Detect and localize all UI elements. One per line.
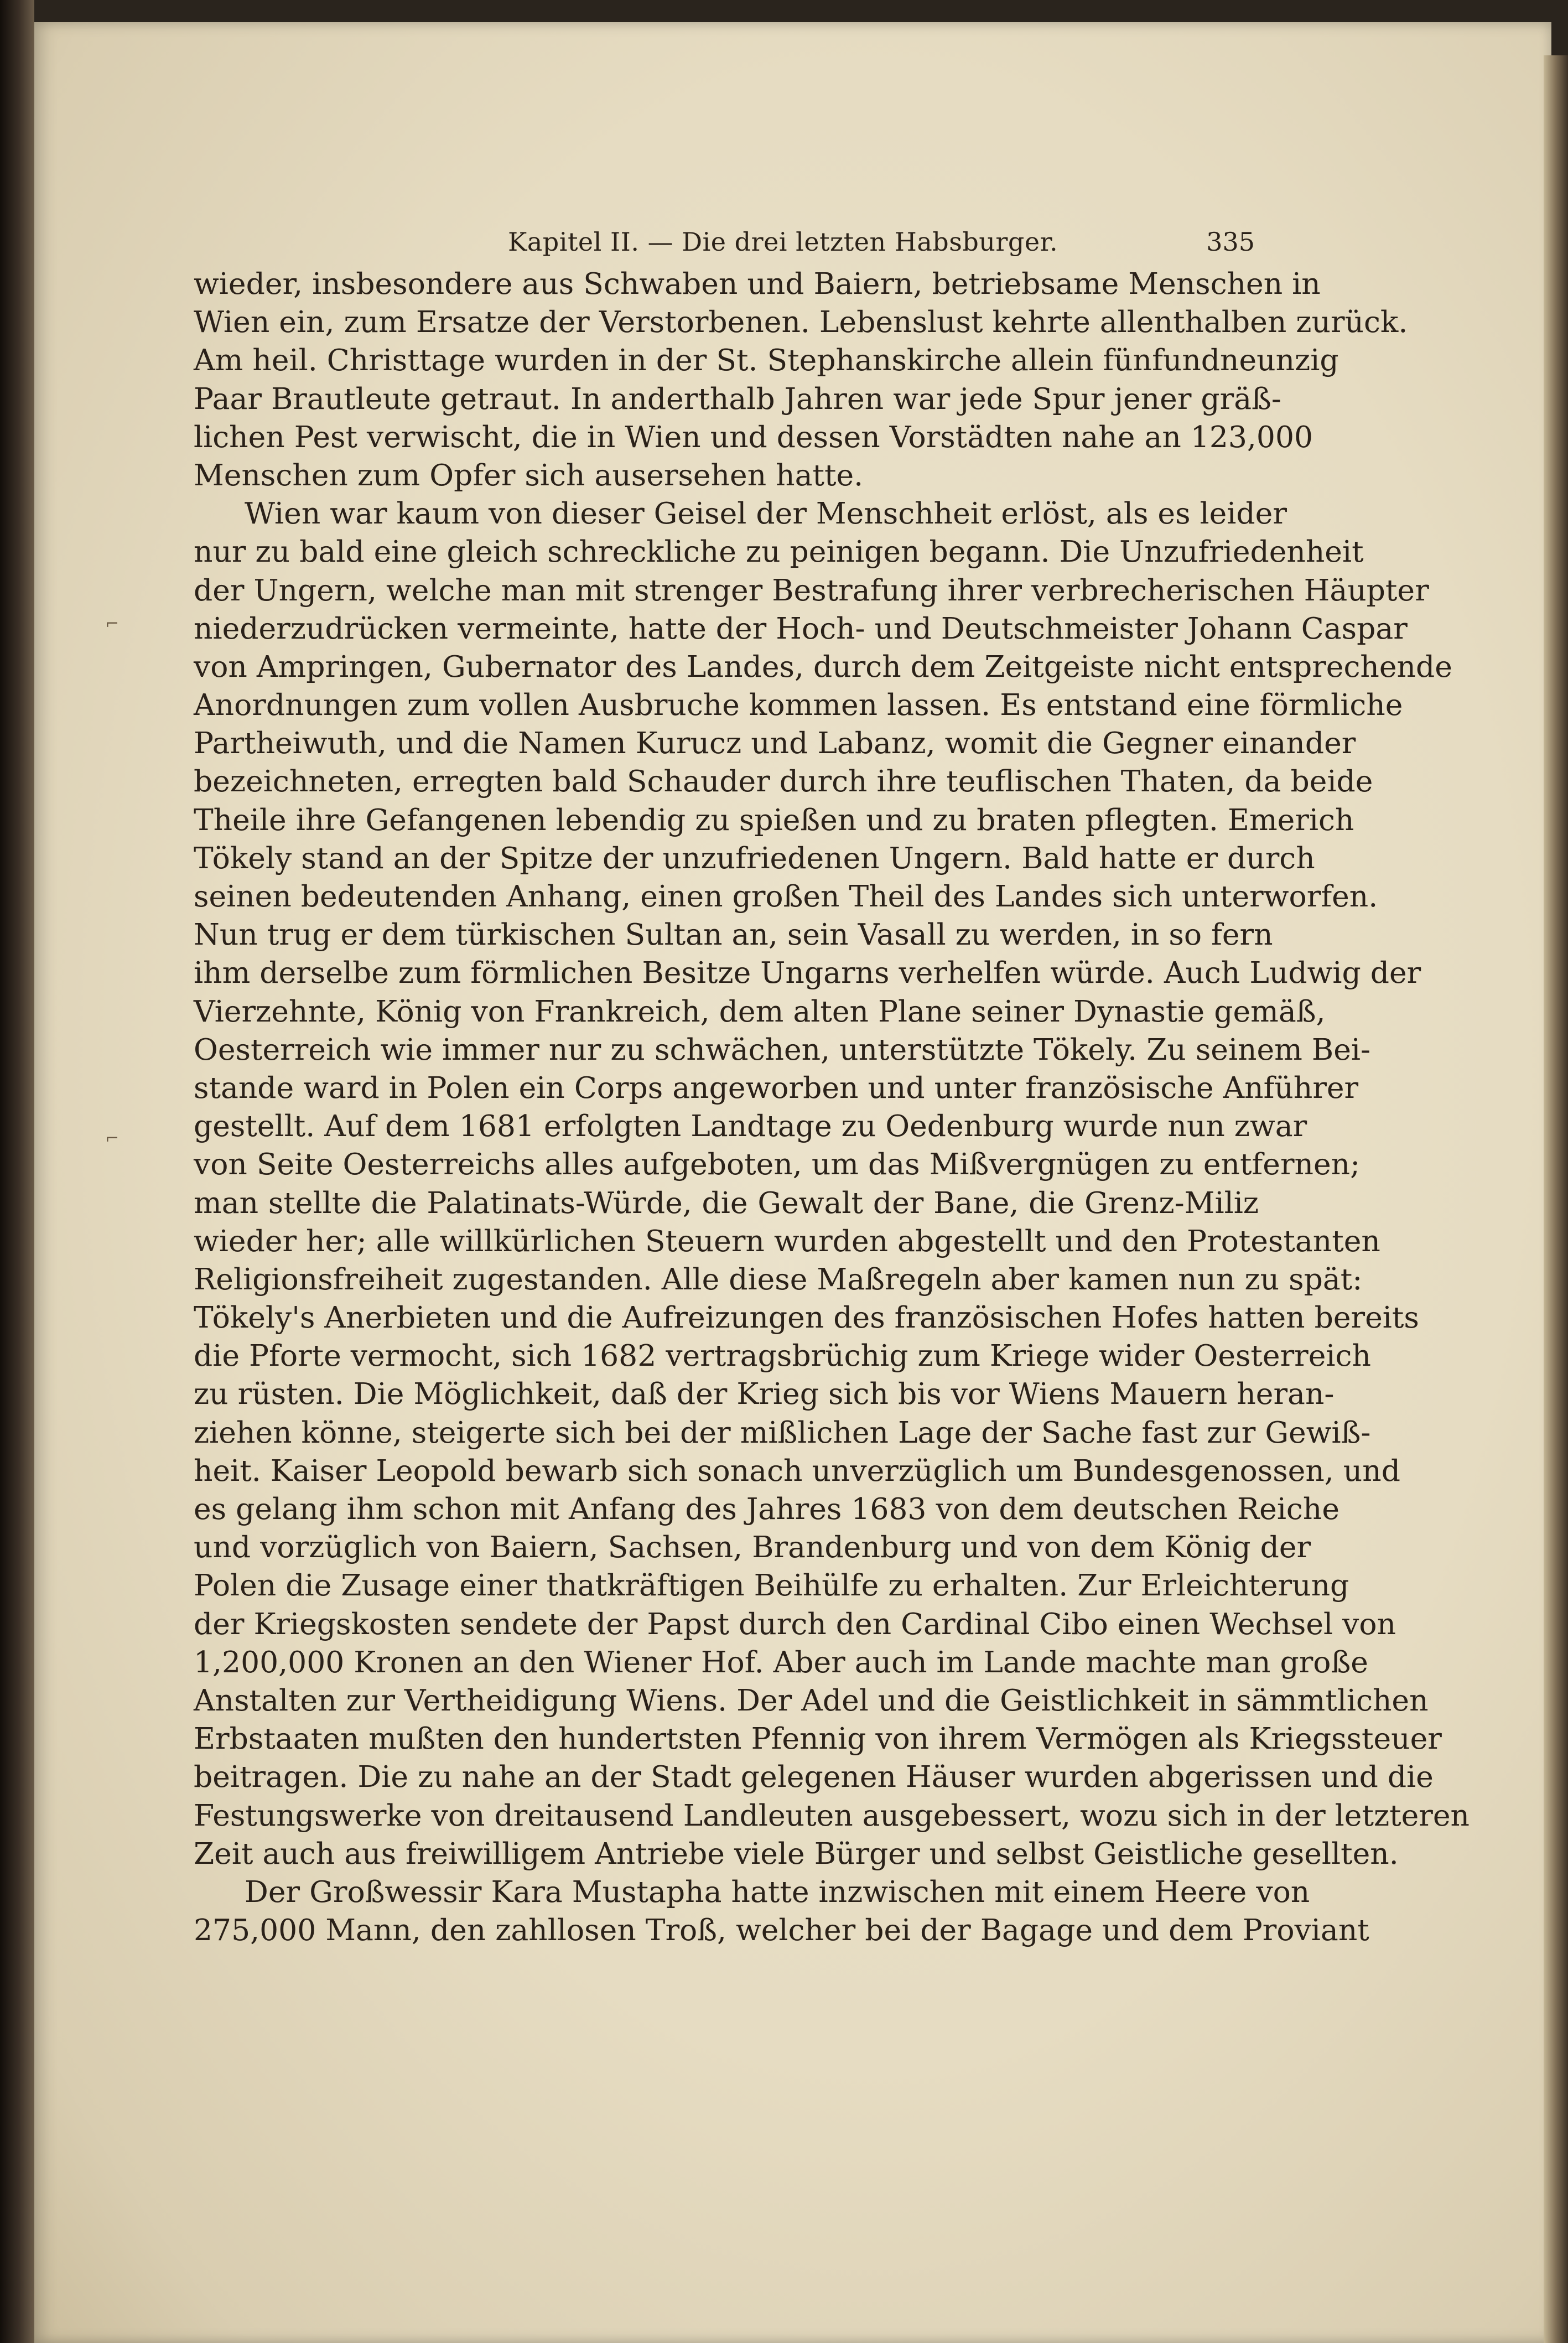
text-line: ihm derselbe zum förmlichen Besitze Ungarns verhelfen würde. Auch Ludwig der bbox=[194, 955, 1421, 991]
text-line: Partheiwuth, und die Namen Kurucz und Labanz, womit die Gegner einander bbox=[194, 725, 1356, 761]
text-line: niederzudrücken vermeinte, hatte der Hoch- und Deutschmeister Johann Caspar bbox=[194, 610, 1408, 646]
text-line: heit. Kaiser Leopold bewarb sich sonach unverzüglich um Bundesgenossen, und bbox=[194, 1453, 1400, 1488]
text-line: Erbstaaten mußten den hundertsten Pfennig von ihrem Vermögen als Kriegssteuer bbox=[194, 1721, 1442, 1756]
text-line: Tökely's Anerbieten und die Aufreizungen des französischen Hofes hatten bereits bbox=[194, 1300, 1419, 1335]
text-line: Wien ein, zum Ersatze der Verstorbenen. Lebenslust kehrte allenthalben zurück. bbox=[194, 304, 1408, 340]
text-line: Festungswerke von dreitausend Landleuten ausgebessert, wozu sich in der letzteren bbox=[194, 1797, 1470, 1833]
text-line: lichen Pest verwischt, die in Wien und dessen Vorstädten nahe an 123,000 bbox=[194, 419, 1313, 454]
page-edge-shadow bbox=[1544, 55, 1568, 2343]
text-line: bezeichneten, erregten bald Schauder durch ihre teuflischen Thaten, da beide bbox=[194, 764, 1373, 799]
text-line: Am heil. Christtage wurden in der St. Stephanskirche allein fünfundneunzig bbox=[194, 343, 1339, 378]
text-line: Theile ihre Gefangenen lebendig zu spießen und zu braten pflegten. Emerich bbox=[194, 802, 1354, 837]
running-head: Kapitel II. — Die drei letzten Habsburger. bbox=[508, 227, 1058, 257]
margin-mark: ⌐ bbox=[105, 1129, 120, 1148]
text-line: die Pforte vermocht, sich 1682 vertragsbrüchig zum Kriege wider Oesterreich bbox=[194, 1338, 1371, 1373]
text-line: gestellt. Auf dem 1681 erfolgten Landtage zu Oedenburg wurde nun zwar bbox=[194, 1108, 1307, 1144]
page-number: 335 bbox=[1206, 227, 1255, 257]
text-line: Wien war kaum von dieser Geisel der Menschheit erlöst, als es leider bbox=[245, 496, 1287, 531]
text-line: Polen die Zusage einer thatkräftigen Beihülfe zu erhalten. Zur Erleichterung bbox=[194, 1568, 1349, 1603]
text-line: Religionsfreiheit zugestanden. Alle diese Maßregeln aber kamen nun zu spät: bbox=[194, 1261, 1363, 1297]
text-line: Der Großwessir Kara Mustapha hatte inzwischen mit einem Heere von bbox=[245, 1874, 1310, 1909]
text-line: seinen bedeutenden Anhang, einen großen Theil des Landes sich unterworfen. bbox=[194, 879, 1378, 914]
margin-mark: ⌐ bbox=[105, 614, 120, 634]
text-line: ziehen könne, steigerte sich bei der mißlichen Lage der Sache fast zur Gewiß- bbox=[194, 1414, 1371, 1450]
text-line: 1,200,000 Kronen an den Wiener Hof. Aber auch im Lande machte man große bbox=[194, 1644, 1368, 1680]
text-line: wieder her; alle willkürlichen Steuern wurden abgestellt und den Protestanten bbox=[194, 1223, 1380, 1258]
text-line: von Seite Oesterreichs alles aufgeboten, um das Mißvergnügen zu entfernen; bbox=[194, 1147, 1361, 1182]
text-line: zu rüsten. Die Möglichkeit, daß der Krieg sich bis vor Wiens Mauern heran- bbox=[194, 1376, 1335, 1412]
text-line: von Ampringen, Gubernator des Landes, durch dem Zeitgeiste nicht entsprechende bbox=[194, 649, 1452, 684]
body-text bbox=[194, 265, 1470, 1949]
text-line: Paar Brautleute getraut. In anderthalb Jahren war jede Spur jener gräß- bbox=[194, 381, 1281, 416]
text-line: Nun trug er dem türkischen Sultan an, sein Vasall zu werden, in so fern bbox=[194, 917, 1273, 952]
text-line: es gelang ihm schon mit Anfang des Jahres 1683 von dem deutschen Reiche bbox=[194, 1491, 1340, 1526]
text-line: Tökely stand an der Spitze der unzufriedenen Ungern. Bald hatte er durch bbox=[194, 840, 1315, 875]
text-line: Oesterreich wie immer nur zu schwächen, unterstützte Tökely. Zu seinem Bei- bbox=[194, 1031, 1371, 1067]
text-line: wieder, insbesondere aus Schwaben und Baiern, betriebsame Menschen in bbox=[194, 266, 1321, 301]
text-line: Vierzehnte, König von Frankreich, dem alten Plane seiner Dynastie gemäß, bbox=[194, 993, 1326, 1029]
text-line: beitragen. Die zu nahe an der Stadt gelegenen Häuser wurden abgerissen und die bbox=[194, 1759, 1434, 1795]
page-header bbox=[198, 227, 1255, 260]
text-line: nur zu bald eine gleich schreckliche zu peinigen begann. Die Unzufriedenheit bbox=[194, 534, 1364, 569]
text-line: Anstalten zur Vertheidigung Wiens. Der Adel und die Geistlichkeit in sämmtlichen bbox=[194, 1682, 1429, 1718]
text-line: und vorzüglich von Baiern, Sachsen, Brandenburg und von dem König der bbox=[194, 1530, 1311, 1565]
text-line: Zeit auch aus freiwilligem Antriebe viele Bürger und selbst Geistliche gesellten. bbox=[194, 1836, 1399, 1871]
book-spine bbox=[0, 0, 34, 2343]
text-line: Menschen zum Opfer sich ausersehen hatte. bbox=[194, 457, 864, 493]
text-line: man stellte die Palatinats-Würde, die Gewalt der Bane, die Grenz-Miliz bbox=[194, 1185, 1259, 1220]
text-line: Anordnungen zum vollen Ausbruche kommen lassen. Es entstand eine förmliche bbox=[194, 687, 1403, 723]
text-line: der Kriegskosten sendete der Papst durch den Cardinal Cibo einen Wechsel von bbox=[194, 1606, 1396, 1641]
text-line: stande ward in Polen ein Corps angeworben und unter französische Anführer bbox=[194, 1070, 1359, 1105]
text-line: 275,000 Mann, den zahllosen Troß, welcher bei der Bagage und dem Proviant bbox=[194, 1912, 1369, 1948]
text-line: der Ungern, welche man mit strenger Bestrafung ihrer verbrecherischen Häupter bbox=[194, 572, 1429, 608]
